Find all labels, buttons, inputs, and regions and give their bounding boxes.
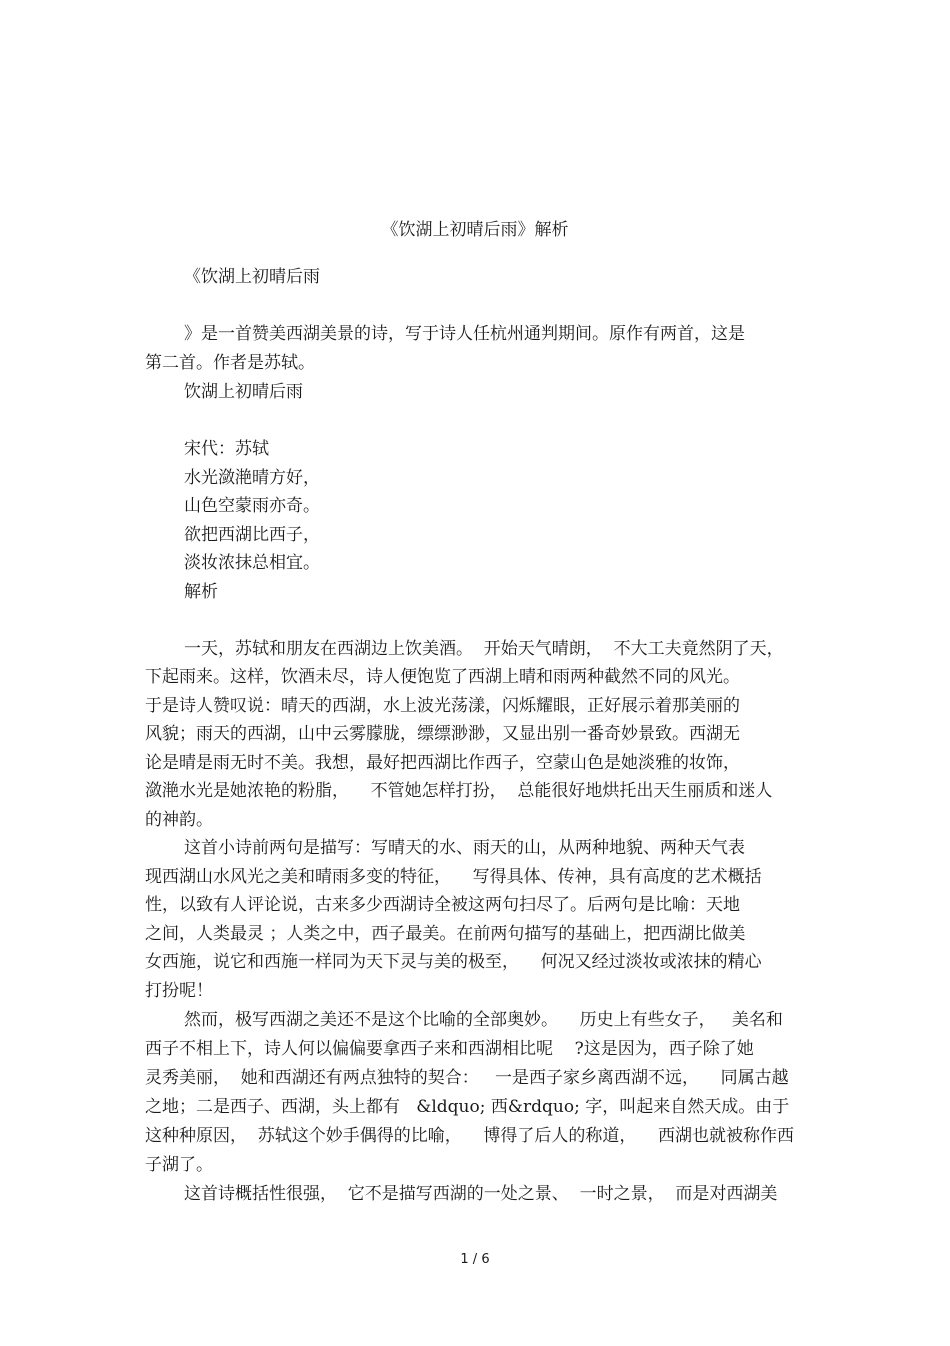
paragraph-line: 这首诗概括性很强， 它不是描写西湖的一处之景、 一时之景， 而是对西湖美 — [184, 1184, 778, 1204]
paragraph-line: 于是诗人赞叹说：晴天的西湖，水上波光荡漾，闪烁耀眼，正好展示着那美丽的 — [145, 696, 740, 716]
intro-line: 第二首。作者是苏轼。 — [145, 353, 315, 373]
poem-line: 水光潋滟晴方好， — [184, 468, 320, 488]
paragraph-line: 灵秀美丽， 她和西湖还有两点独特的契合： 一是西子家乡离西湖不远， 同属古越 — [145, 1068, 789, 1088]
paragraph-line: 一天，苏轼和朋友在西湖边上饮美酒。 开始天气晴朗， 不大工夫竟然阴了天， — [184, 639, 784, 659]
poem-line: 山色空蒙雨亦奇。 — [184, 496, 320, 516]
paragraph-line: 论是晴是雨无时不美。我想，最好把西湖比作西子，空蒙山色是她淡雅的妆饰， — [145, 753, 740, 773]
document-title: 《饮湖上初晴后雨》解析 — [381, 220, 569, 240]
paragraph-line: 潋滟水光是她浓艳的粉脂， 不管她怎样打扮， 总能很好地烘托出天生丽质和迷人 — [145, 781, 773, 801]
paragraph-line: 然而，极写西湖之美还不是这个比喻的全部奥妙。 历史上有些女子， 美名和 — [184, 1010, 783, 1030]
paragraph-line: 打扮呢！ — [145, 981, 213, 1001]
analysis-heading: 解析 — [184, 582, 218, 602]
paragraph-line: 之间，人类最灵 ；人类之中，西子最美。在前两句描写的基础上，把西湖比做美 — [145, 924, 746, 944]
paragraph-line: 性，以致有人评论说，古来多少西湖诗全被这两句扫尽了。后两句是比喻：天地 — [145, 895, 740, 915]
intro-line: 》是一首赞美西湖美景的诗，写于诗人任杭州通判期间。原作有两首，这是 — [184, 324, 745, 344]
intro-line: 《饮湖上初晴后雨 — [184, 267, 320, 287]
paragraph-line: 女西施，说它和西施一样同为天下灵与美的极至， 何况又经过淡妆或浓抹的精心 — [145, 952, 762, 972]
paragraph-line: 这首小诗前两句是描写：写晴天的水、雨天的山，从两种地貌、两种天气表 — [184, 838, 745, 858]
paragraph-line: 之地；二是西子、西湖，头上都有 &ldquo; 西&rdquo; 字，叫起来自然天成。由于 — [145, 1097, 790, 1117]
paragraph-line: 这种种原因， 苏轼这个妙手偶得的比喻， 博得了后人的称道， 西湖也就被称作西 — [145, 1126, 795, 1146]
poem-line: 淡妆浓抹总相宜。 — [184, 553, 320, 573]
paragraph-line: 现西湖山水风光之美和晴雨多变的特征， 写得具体、传神，具有高度的艺术概括 — [145, 867, 762, 887]
paragraph-line: 的神韵。 — [145, 810, 213, 830]
poem-author: 宋代：苏轼 — [184, 439, 269, 459]
paragraph-line: 子湖了。 — [145, 1155, 213, 1175]
page-number: 1 / 6 — [460, 1252, 490, 1267]
poem-title: 饮湖上初晴后雨 — [184, 382, 303, 402]
paragraph-line: 下起雨来。这样，饮酒未尽，诗人便饱览了西湖上晴和雨两种截然不同的风光。 — [145, 667, 740, 687]
paragraph-line: 西子不相上下，诗人何以偏偏要拿西子来和西湖相比呢 ?这是因为，西子除了她 — [145, 1039, 754, 1059]
poem-line: 欲把西湖比西子， — [184, 525, 320, 545]
paragraph-line: 风貌；雨天的西湖，山中云雾朦胧，缥缥渺渺，又显出别一番奇妙景致。西湖无 — [145, 724, 740, 744]
